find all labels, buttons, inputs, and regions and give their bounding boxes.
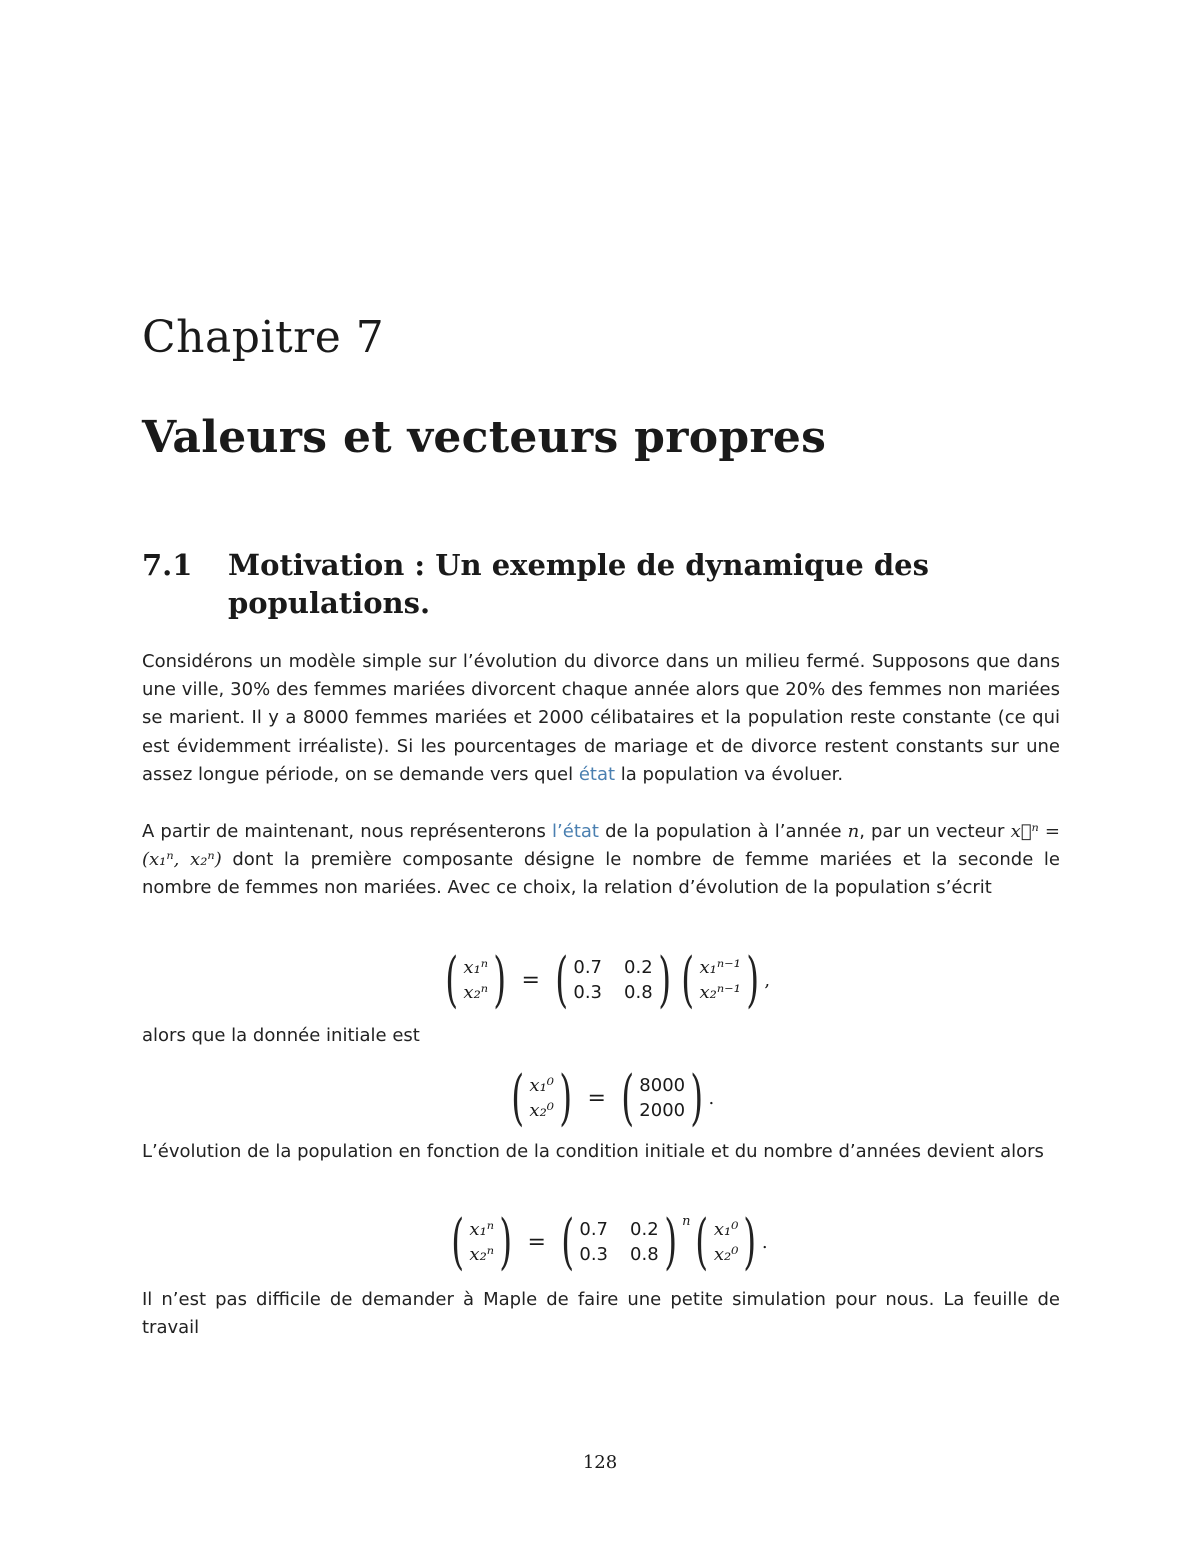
vec-entry: 8000 [639, 1075, 686, 1096]
vec-entry: 2000 [639, 1100, 686, 1121]
para2-mid1: de la population à l’année [598, 821, 848, 842]
section-title: Motivation : Un exemple de dynamique des populations. [228, 548, 929, 620]
equation-evolution: ( x₁ⁿ x₂ⁿ ) = ( 0.7 0.2 0.3 0.8 ) ( x₁ⁿ⁻¹ x₂ⁿ⁻¹ ) , [445, 945, 771, 1015]
vector-lhs [463, 957, 488, 1003]
vec-entry: x₁ⁿ⁻¹ [699, 957, 741, 978]
transition-matrix [579, 1219, 658, 1265]
vec-entry: x₁ⁿ [469, 1219, 495, 1240]
matrix-cell: 0.7 [579, 1219, 609, 1240]
eq-punct: , [764, 969, 771, 991]
matrix-cell: 0.2 [630, 1219, 659, 1240]
equation-initial: ( x₁⁰ x₂⁰ ) = ( 8000 2000 ) . [511, 1063, 715, 1133]
page-number: 128 [582, 1452, 618, 1473]
vector-rhs [700, 957, 741, 1003]
matrix-cell: 0.7 [573, 957, 603, 978]
matrix-cell: 0.3 [573, 982, 603, 1003]
matrix-cell: 0.3 [579, 1244, 609, 1265]
vector-lhs [469, 1219, 494, 1265]
equation-power: ( x₁ⁿ x₂ⁿ ) = ( 0.7 0.2 0.3 0.8 ) n ( x₁⁰ x₂⁰ ) . [451, 1207, 768, 1277]
math-n: n [847, 821, 860, 842]
transition-matrix [573, 957, 652, 1003]
vec-entry: x₂⁰ [529, 1100, 555, 1121]
vec-entry: x₁⁰ [529, 1075, 555, 1096]
para2-start: A partir de maintenant, nous représenterons [142, 821, 553, 842]
matrix-cell: 0.8 [624, 982, 653, 1003]
chapter-title: Valeurs et vecteurs propres [142, 412, 827, 463]
vec-entry: x₂ⁿ⁻¹ [699, 982, 741, 1003]
para2-end: dont la première composante désigne le nombre de femme mariées et la seconde le nombre de femmes non mariées. Avec ce choix, la relation d’évolution de la population s’écrit [142, 849, 1060, 899]
para2-mid2: , par un vecteur [859, 821, 1011, 842]
eq-punct: . [761, 1231, 768, 1253]
vec-entry: x₁⁰ [713, 1219, 739, 1240]
matrix-cell: 0.2 [624, 957, 653, 978]
math-vector-x: x⃗ⁿ = (x₁ⁿ, x₂ⁿ) [142, 821, 1060, 871]
paragraph-intro [142, 648, 1060, 789]
matrix-power: n [682, 1214, 691, 1229]
link-etat[interactable]: état [578, 763, 616, 785]
link-l-etat[interactable]: l’état [552, 821, 599, 842]
vec-entry: x₁ⁿ [463, 957, 489, 978]
section-number: 7.1 [142, 548, 193, 582]
initial-vector [639, 1075, 685, 1121]
vector-rhs [714, 1219, 739, 1265]
vec-entry: x₂⁰ [713, 1244, 739, 1265]
paragraph-evolution: L’évolution de la population en fonction de la condition initiale et du nombre d’années devient alors [142, 1141, 1044, 1162]
vec-entry: x₂ⁿ [463, 982, 489, 1003]
line-initial: alors que la donnée initiale est [142, 1025, 420, 1046]
matrix-cell: 0.8 [630, 1244, 659, 1265]
paragraph-intro-end: la population va évoluer. [615, 763, 844, 785]
paragraph-maple: Il n’est pas difficile de demander à Maple de faire une petite simulation pour nous. La feuille de travail [142, 1289, 1060, 1339]
vec-entry: x₂ⁿ [469, 1244, 495, 1265]
chapter-label: Chapitre 7 [142, 312, 385, 363]
paragraph-intro-text: Considérons un modèle simple sur l’évolution du divorce dans un milieu fermé. Supposons que dans une ville, 30% des femmes mariées divorcent chaque année alors que 20% des femmes non mariées se marient. Il y a 8000 femmes mariées et 2000 célibataires et la population reste constante (ce qui est évidemment irréaliste). Si les pourcentages de mariage et de divorce restent constants sur une assez longue période, on se demande vers quel [142, 651, 1060, 785]
paragraph-state-vector [142, 818, 1060, 903]
eq-punct: . [708, 1087, 715, 1109]
vector-lhs [529, 1075, 554, 1121]
